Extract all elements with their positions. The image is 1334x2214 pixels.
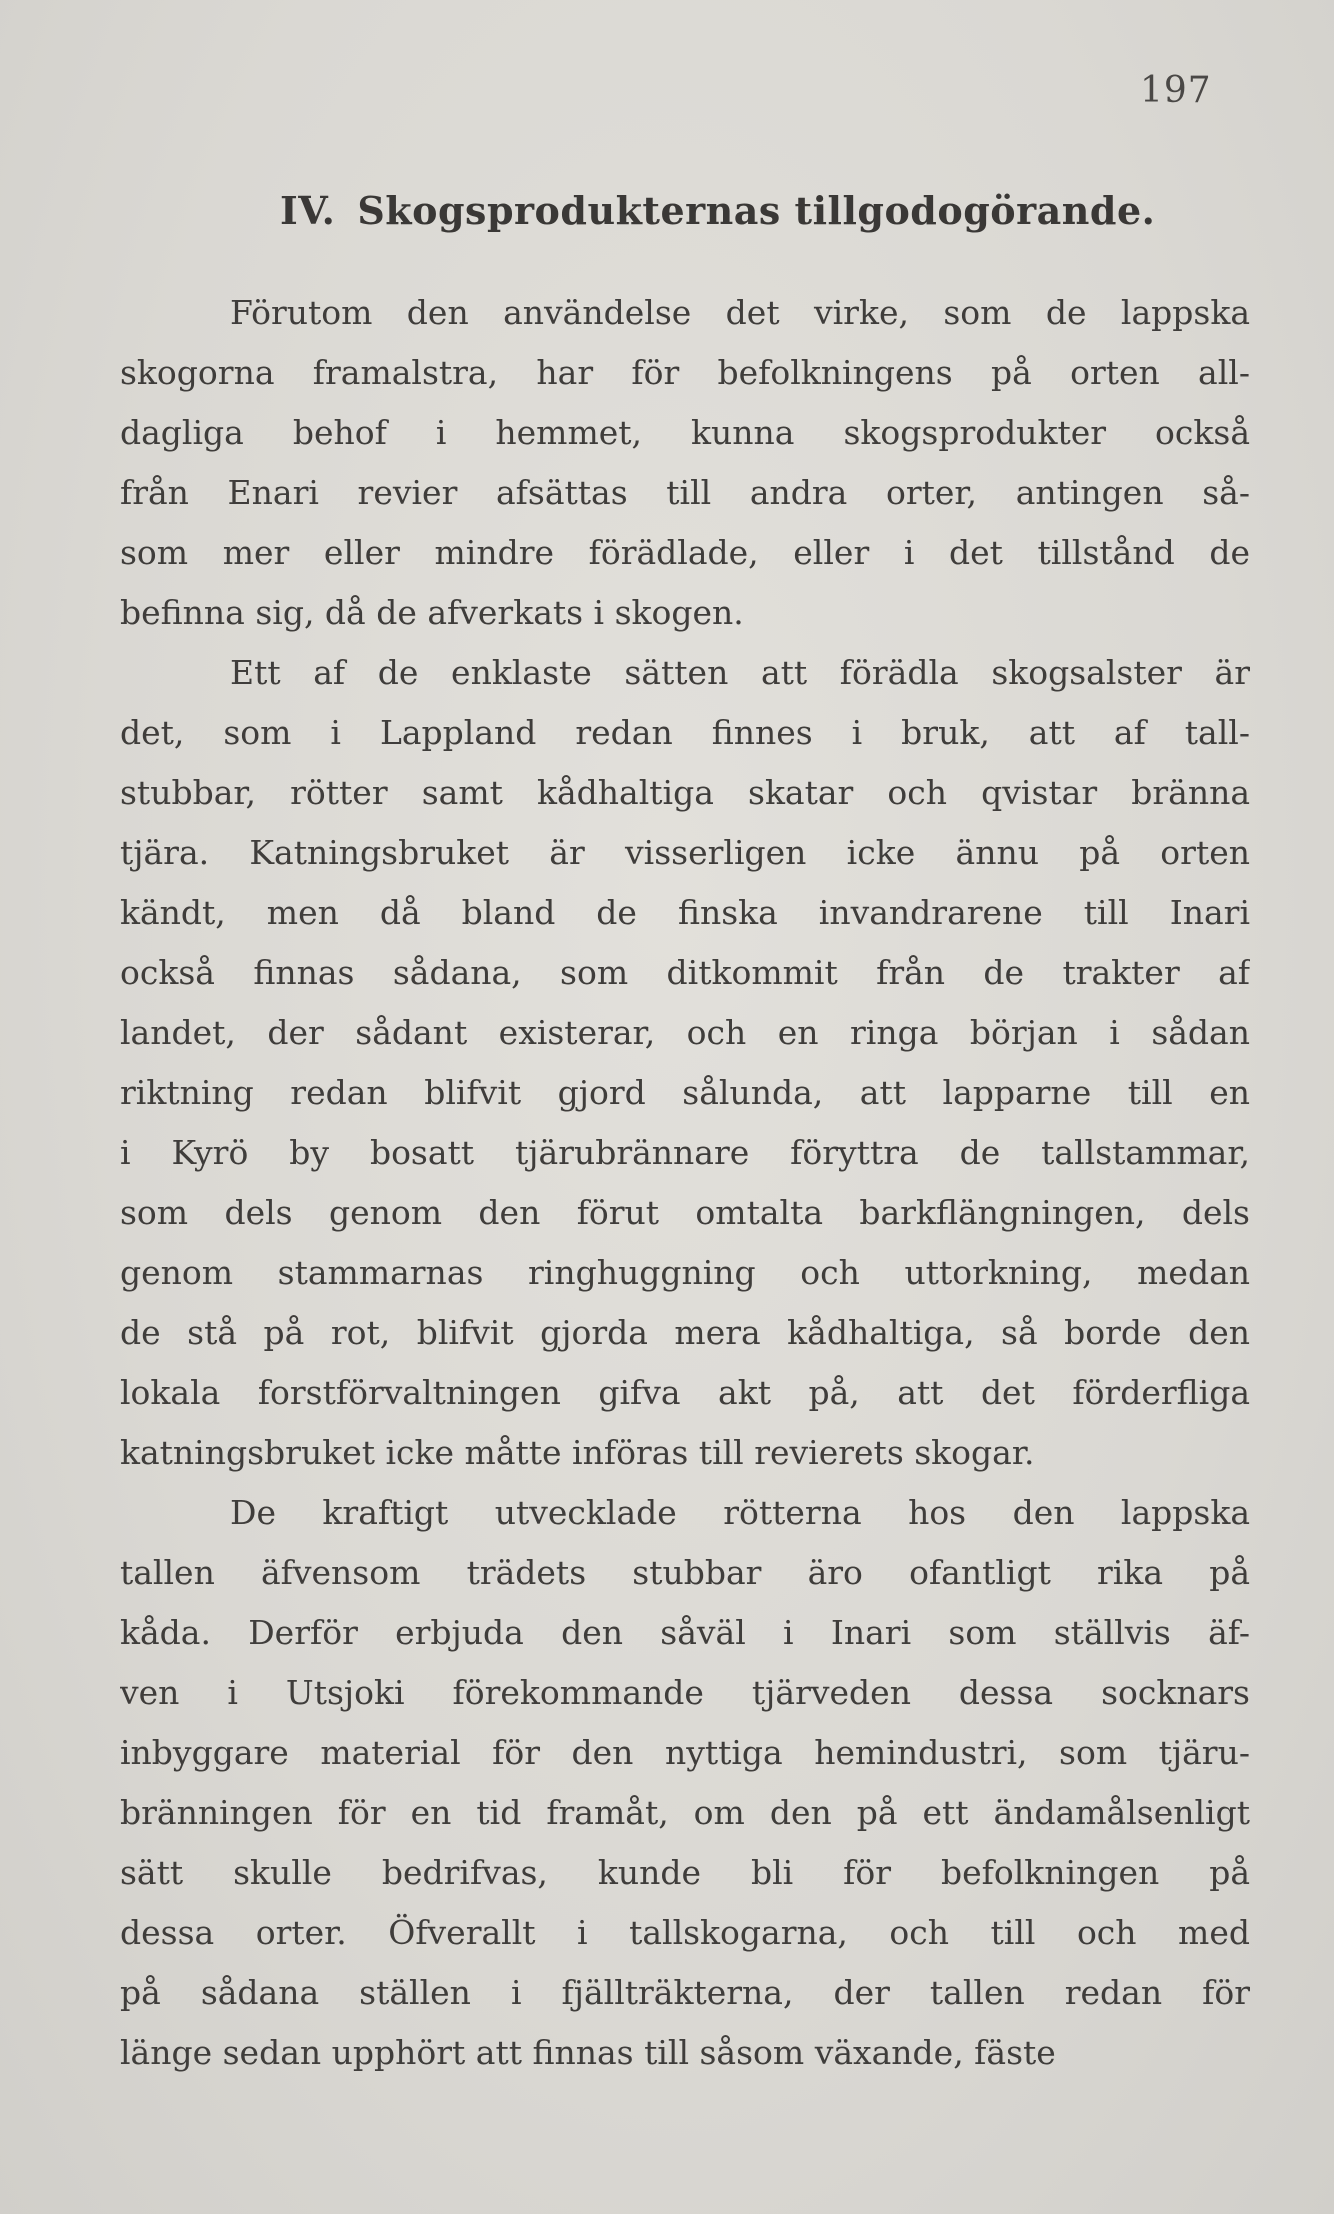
text-line: ven i Utsjoki förekommande tjärveden dessa socknars (120, 1673, 1250, 1712)
text-line: tallen äfvensom trädets stubbar äro ofantligt rika på (120, 1553, 1250, 1592)
text-line: inbyggare material för den nyttiga hemindustri, som tjäru- (120, 1733, 1250, 1772)
text-line: tjära. Katningsbruket är visserligen icke ännu på orten (120, 833, 1250, 872)
text-line: katningsbruket icke måtte införas till revierets skogar. (120, 1433, 1035, 1472)
text-line: riktning redan blifvit gjord sålunda, att lapparne till en (120, 1073, 1250, 1112)
text-line: på sådana ställen i fjällträkterna, der tallen redan för (120, 1973, 1250, 2012)
text-line: som dels genom den förut omtalta barkflängningen, dels (120, 1193, 1250, 1232)
text-line: skogorna framalstra, har för befolkningens på orten all- (120, 353, 1250, 392)
text-line: genom stammarnas ringhuggning och uttorkning, medan (120, 1253, 1250, 1292)
text-line: som mer eller mindre förädlade, eller i det tillstånd de (120, 533, 1250, 572)
text-line: lokala forstförvaltningen gifva akt på, att det förderfliga (120, 1373, 1250, 1412)
text-line: bränningen för en tid framåt, om den på ett ändamålsenligt (120, 1793, 1250, 1832)
text-line: kåda. Derför erbjuda den såväl i Inari som ställvis äf- (120, 1613, 1250, 1652)
text-line: Ett af de enklaste sätten att förädla skogsalster är (230, 653, 1250, 692)
page-number: 197 (1140, 70, 1212, 111)
paragraph (120, 283, 1250, 643)
paragraph (120, 643, 1250, 1483)
chapter-title: Skogsprodukternas tillgodogörande. (357, 188, 1156, 233)
text-line: kändt, men då bland de finska invandrarene till Inari (120, 893, 1250, 932)
chapter-numeral: IV. (280, 188, 336, 233)
text-line: dessa orter. Öfverallt i tallskogarna, och till och med (120, 1913, 1250, 1952)
text-line: det, som i Lappland redan finnes i bruk, att af tall- (120, 713, 1250, 752)
text-line: Förutom den användelse det virke, som de lappska (230, 293, 1250, 332)
text-line: från Enari revier afsättas till andra orter, antingen så- (120, 473, 1250, 512)
paragraph (120, 1483, 1250, 2083)
text-line: sätt skulle bedrifvas, kunde bli för befolkningen på (120, 1853, 1250, 1892)
chapter-heading (280, 188, 1155, 233)
text-line: befinna sig, då de afverkats i skogen. (120, 593, 744, 632)
text-line: De kraftigt utvecklade rötterna hos den lappska (230, 1493, 1250, 1532)
body-text (120, 283, 1250, 2083)
text-line: stubbar, rötter samt kådhaltiga skatar och qvistar bränna (120, 773, 1250, 812)
text-line: landet, der sådant existerar, och en ringa början i sådan (120, 1013, 1250, 1052)
text-line: de stå på rot, blifvit gjorda mera kådhaltiga, så borde den (120, 1313, 1250, 1352)
text-line: dagliga behof i hemmet, kunna skogsprodukter också (120, 413, 1250, 452)
text-line: också finnas sådana, som ditkommit från de trakter af (120, 953, 1250, 992)
text-line: länge sedan upphört att finnas till såsom växande, fäste (120, 2033, 1056, 2072)
text-line: i Kyrö by bosatt tjärubrännare föryttra de tallstammar, (120, 1133, 1250, 1172)
